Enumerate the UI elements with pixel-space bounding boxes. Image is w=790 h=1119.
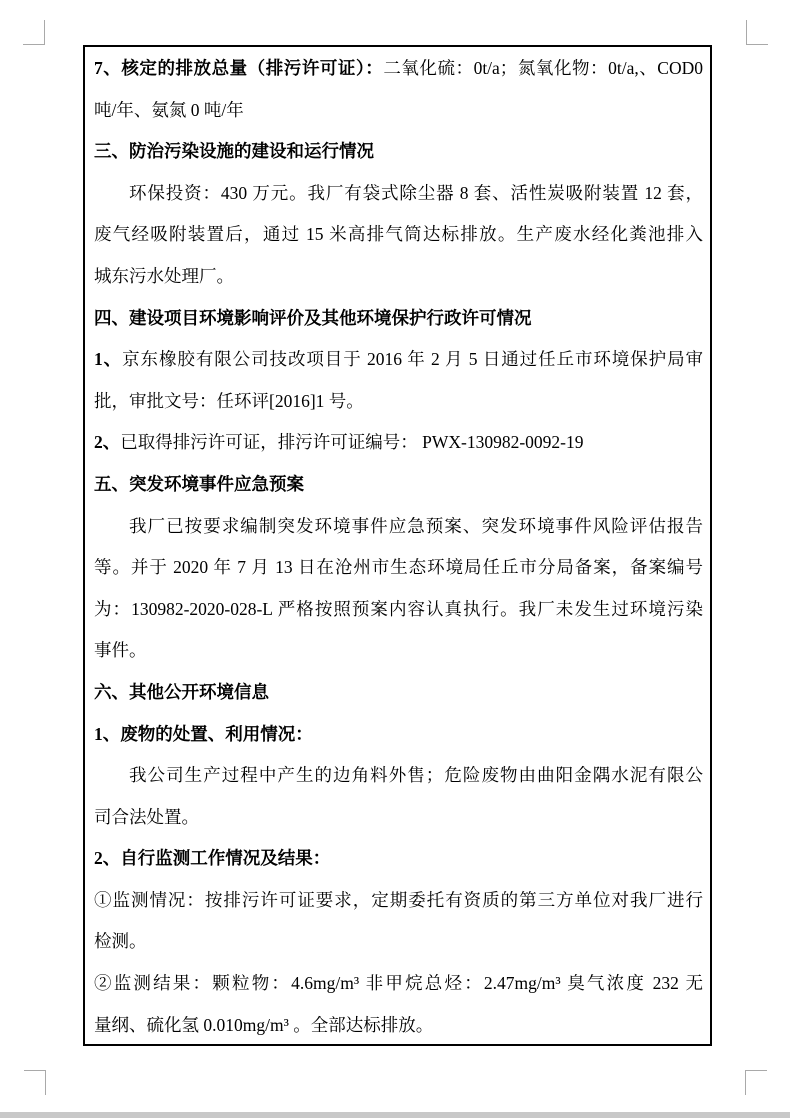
text-line <box>94 339 703 381</box>
text-line <box>94 256 703 298</box>
text-segment-bold: 7、核定的排放总量（排污许可证）： <box>94 58 384 78</box>
text-line <box>94 547 703 589</box>
text-line <box>94 214 703 256</box>
text-segment: 我公司生产过程中产生的边角料外售；危险废物由曲阳金隅水泥有限公 <box>129 765 703 786</box>
text-line <box>94 755 703 797</box>
text-segment-bold: 五、突发环境事件应急预案 <box>94 473 304 494</box>
text-segment-bold: 2、 <box>94 432 121 453</box>
text-segment: 已取得排污许可证，排污许可证编号： PWX-130982-0092-19 <box>120 432 584 453</box>
text-segment: 量纲、硫化氢 0.010mg/m³ 。全部达标排放。 <box>94 1014 434 1035</box>
crop-mark-top-right-icon <box>746 20 768 45</box>
text-line <box>94 422 703 464</box>
text-line <box>94 630 703 672</box>
text-line <box>94 464 703 506</box>
text-line <box>94 90 703 132</box>
crop-mark-bottom-left-icon <box>24 1070 46 1095</box>
crop-mark-top-left-icon <box>23 20 45 45</box>
text-segment-bold: 三、防治污染设施的建设和运行情况 <box>94 141 374 162</box>
text-segment: 二氧化硫：0t/a；氮氧化物：0t/a,、COD0 <box>383 58 703 78</box>
text-line <box>94 173 703 215</box>
text-line <box>94 672 703 714</box>
text-line <box>94 1005 703 1047</box>
text-line <box>94 797 703 839</box>
text-segment: 环保投资：430 万元。我厂有袋式除尘器 8 套、活性炭吸附装置 12 套， <box>129 182 703 203</box>
text-line <box>94 506 703 548</box>
text-line <box>94 921 703 963</box>
text-line <box>94 298 703 340</box>
text-segment-bold: 1、废物的处置、利用情况： <box>94 723 313 744</box>
text-segment-bold: 四、建设项目环境影响评价及其他环境保护行政许可情况 <box>94 307 532 328</box>
text-segment: ①监测情况：按排污许可证要求，定期委托有资质的第三方单位对我厂进行 <box>94 889 703 910</box>
text-segment: 批，审批文号：任环评[2016]1 号。 <box>94 390 364 411</box>
text-line <box>94 714 703 756</box>
text-line <box>94 589 703 631</box>
text-line <box>94 131 703 173</box>
text-segment: 京东橡胶有限公司技改项目于 2016 年 2 月 5 日通过任丘市环境保护局审 <box>122 349 703 370</box>
text-segment: 等。并于 2020 年 7 月 13 日在沧州市生态环境局任丘市分局备案，备案编号 <box>94 557 703 578</box>
text-segment-bold: 2、自行监测工作情况及结果： <box>94 848 331 869</box>
text-segment-bold: 1、 <box>94 349 123 370</box>
text-segment: 我厂已按要求编制突发环境事件应急预案、突发环境事件风险评估报告 <box>129 515 703 536</box>
text-segment: 吨/年、氨氮 0 吨/年 <box>94 99 244 120</box>
text-segment: 为：130982-2020-028-L 严格按照预案内容认真执行。我厂未发生过环境污染 <box>94 598 703 619</box>
text-segment: 事件。 <box>94 640 147 661</box>
text-segment: 废气经吸附装置后，通过 15 米高排气筒达标排放。生产废水经化粪池排入 <box>94 224 703 245</box>
text-segment: 司合法处置。 <box>94 806 199 827</box>
environment-disclosure-table-cell <box>83 45 712 1046</box>
text-line <box>94 838 703 880</box>
text-line <box>94 963 703 1005</box>
text-segment: ②监测结果：颗粒物：4.6mg/m³ 非甲烷总烃：2.47mg/m³ 臭气浓度 232 无 <box>94 973 703 994</box>
text-segment: 城东污水处理厂。 <box>94 265 234 286</box>
text-line <box>94 48 703 90</box>
text-line <box>94 880 703 922</box>
text-segment: 检测。 <box>94 931 147 952</box>
crop-mark-bottom-right-icon <box>745 1070 767 1095</box>
text-line <box>94 381 703 423</box>
page-edge-divider <box>0 1112 790 1118</box>
text-segment-bold: 六、其他公开环境信息 <box>94 681 269 702</box>
